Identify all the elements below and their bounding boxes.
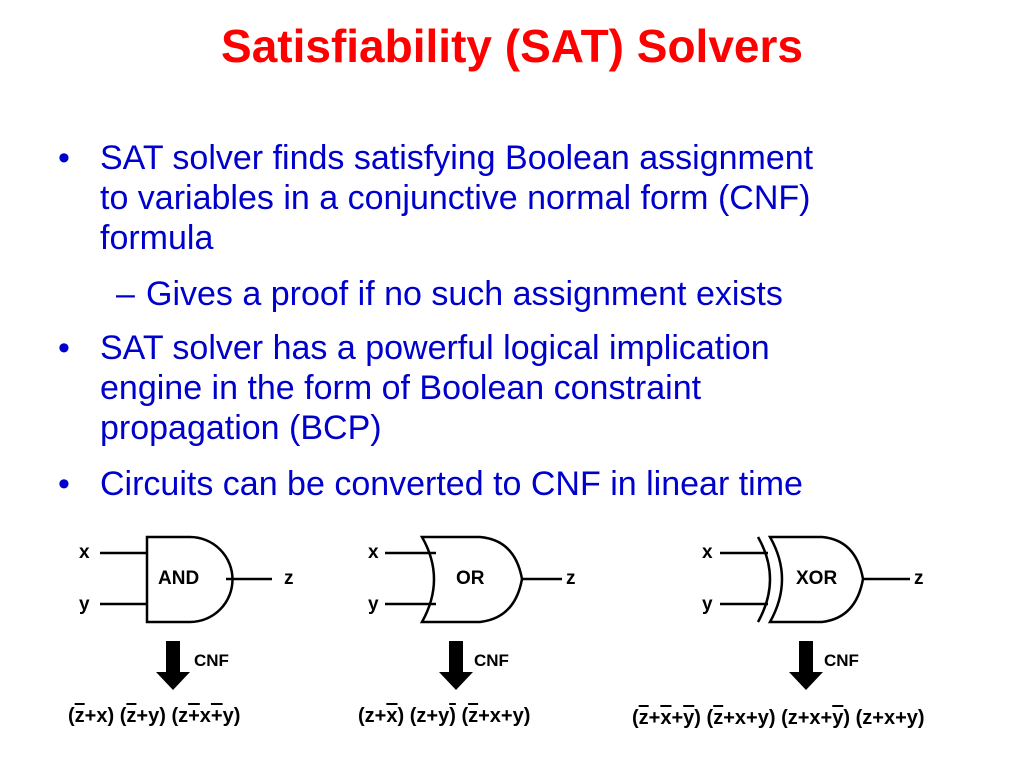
and-cnf-formula: $(\overline{z}+x)$ $(\overline{z}+y)$ (z+x+y) xyxy=(68,705,241,727)
or-label-z: z xyxy=(566,568,576,589)
bullet-marker: • xyxy=(58,465,70,503)
bullet-2-line-2: engine in the form of Boolean constraint xyxy=(100,369,702,407)
bullet-1-line-2: to variables in a conjunctive normal form (CNF) xyxy=(100,179,811,217)
and-cnf-label: CNF xyxy=(194,651,229,670)
xor-label-x: x xyxy=(702,542,713,563)
bullet-1-line-3: formula xyxy=(100,219,214,257)
bullet-3-line-1: Circuits can be converted to CNF in linear time xyxy=(100,465,803,503)
dash-marker: – xyxy=(116,275,135,313)
xor-extra-curve xyxy=(758,537,770,622)
or-cnf-formula: $(z+\overline{x})$ (z+y) $(\overline{z}+x+y)$ xyxy=(358,705,531,727)
slide-title: Satisfiability (SAT) Solvers xyxy=(221,20,803,72)
and-label-y: y xyxy=(79,594,90,615)
xor-cnf-formula: $(\overline{z}+\overline{x}+\overline{y})$ $(\overline{z}+x+y)$ $(z+x+\overline{y})$ (z+x+y) xyxy=(632,707,925,729)
xor-cnf-arrow-icon xyxy=(789,641,823,690)
bullet-marker: • xyxy=(58,329,70,367)
xor-gate-label: XOR xyxy=(796,568,838,589)
or-gate-label: OR xyxy=(456,568,485,589)
xor-cnf-label: CNF xyxy=(824,651,859,670)
or-cnf-label: CNF xyxy=(474,651,509,670)
or-cnf-arrow-icon xyxy=(439,641,473,690)
bullet-marker: • xyxy=(58,139,70,177)
xor-label-y: y xyxy=(702,594,713,615)
and-gate-label: AND xyxy=(158,568,200,589)
bullet-2-line-3: propagation (BCP) xyxy=(100,409,382,447)
sub-bullet-1-text: Gives a proof if no such assignment exists xyxy=(146,275,783,313)
and-label-x: x xyxy=(79,542,90,563)
or-label-y: y xyxy=(368,594,379,615)
and-label-z: z xyxy=(284,568,294,589)
bullet-2-line-1: SAT solver has a powerful logical implication xyxy=(100,329,770,367)
and-cnf-arrow-icon xyxy=(156,641,190,690)
or-label-x: x xyxy=(368,542,379,563)
bullet-1-line-1: SAT solver finds satisfying Boolean assignment xyxy=(100,139,814,177)
xor-label-z: z xyxy=(914,568,924,589)
